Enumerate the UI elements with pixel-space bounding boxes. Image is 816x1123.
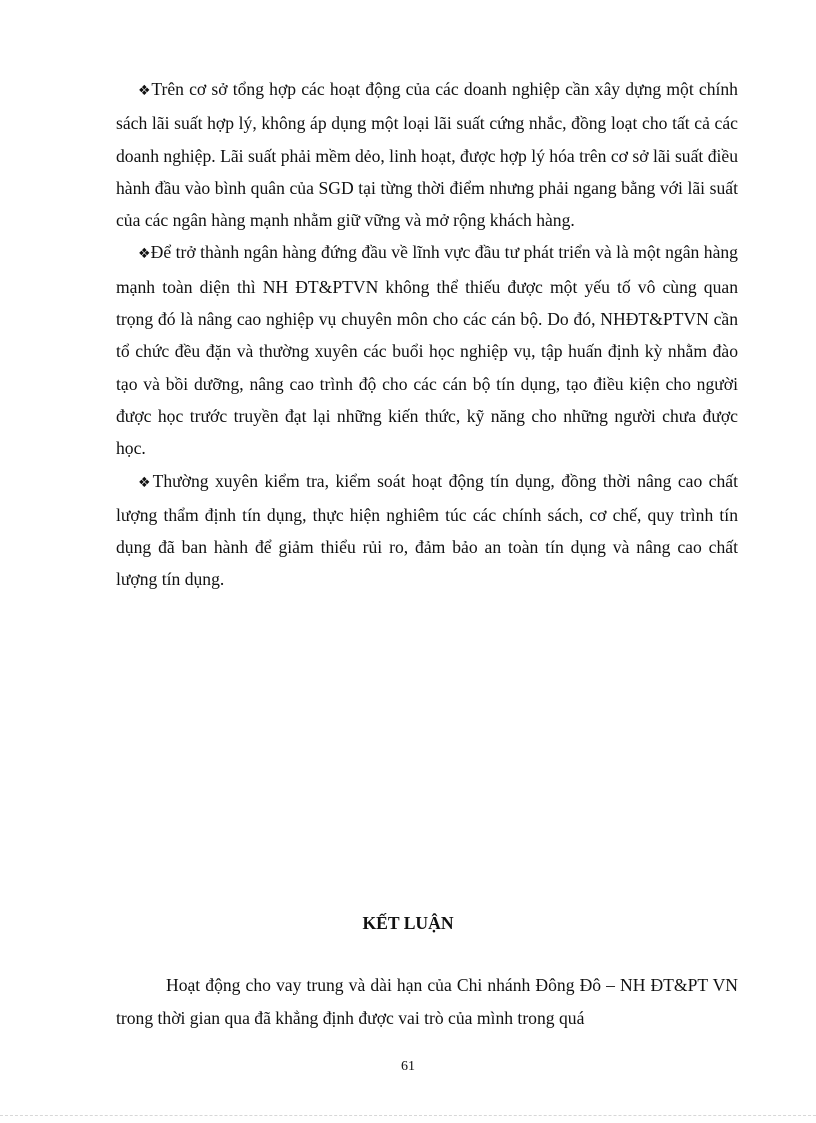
bullet-paragraph-2 (116, 236, 738, 464)
paragraph-text: Để trở thành ngân hàng đứng đầu về lĩnh vực đầu tư phát triển và là một ngân hàng mạnh toàn diện thì NH ĐT&PTVN không thể thiếu được một yếu tố vô cùng quan trọng đó là nâng cao nghiệp vụ chuyên môn cho các cán bộ. Do đó, NHĐT&PTVN cần tổ chức đều đặn và thường xuyên các buổi học nghiệp vụ, tập huấn định kỳ nhằm đào tạo và bồi dưỡng, nâng cao trình độ cho các cán bộ tín dụng, tạo điều kiện cho người được học trước truyền đạt lại những kiến thức, kỹ năng cho những người chưa được học. (116, 242, 738, 459)
section-heading: KẾT LUẬN (362, 913, 454, 933)
conclusion-paragraph: Hoạt động cho vay trung và dài hạn của Chi nhánh Đông Đô – NH ĐT&PT VN trong thời gian qua đã khẳng định được vai trò của mình trong quá (116, 975, 738, 1028)
bullet-paragraph-1 (116, 73, 738, 236)
footer-divider (0, 1115, 816, 1116)
bullet-diamond-icon: ❖ (138, 83, 152, 99)
paragraph-text: Thường xuyên kiểm tra, kiểm soát hoạt động tín dụng, đồng thời nâng cao chất lượng thẩm định tín dụng, thực hiện nghiêm túc các chính sách, cơ chế, quy trình tín dụng đã ban hành để giảm thiểu rủi ro, đảm bảo an toàn tín dụng và nâng cao chất lượng tín dụng. (116, 470, 738, 590)
paragraph-text: Trên cơ sở tổng hợp các hoạt động của các doanh nghiệp cần xây dựng một chính sách lãi suất hợp lý, không áp dụng một loại lãi suất cứng nhắc, đồng loạt cho tất cả các doanh nghiệp. Lãi suất phải mềm dẻo, linh hoạt, được hợp lý hóa trên cơ sở lãi suất điều hành đầu vào bình quân của SGD tại từng thời điểm nhưng phải ngang bằng với lãi suất của các ngân hàng mạnh nhằm giữ vững và mở rộng khách hàng. (116, 79, 738, 231)
bullet-diamond-icon: ❖ (138, 474, 153, 491)
bullet-paragraph-3 (116, 465, 738, 596)
page-number: 61 (401, 1059, 415, 1074)
bullet-list (116, 73, 738, 596)
bullet-diamond-icon: ❖ (138, 246, 151, 263)
